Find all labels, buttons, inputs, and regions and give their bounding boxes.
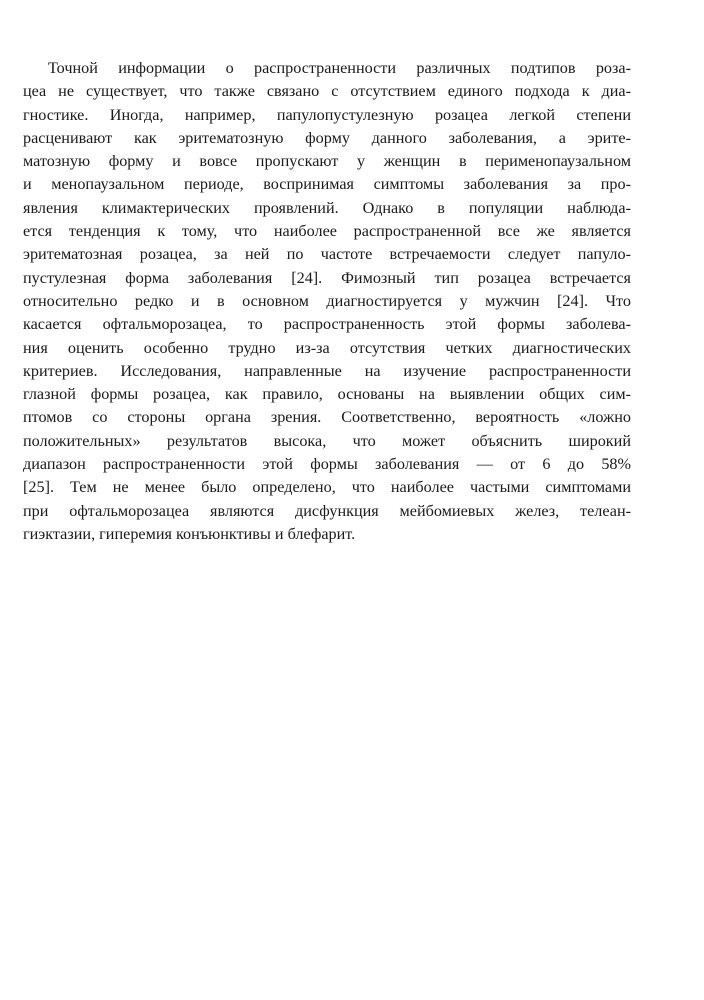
paragraph-line: и менопаузальном периоде, воспринимая симптомы заболевания за про- [23,175,631,194]
paragraph-line: положительных» результатов высока, что может объяснить широкий [23,431,631,450]
paragraph-line: явления климактерических проявлений. Однако в популяции наблюда- [23,198,631,217]
paragraph-line: ния оценить особенно трудно из-за отсутствия четких диагностических [23,338,631,357]
paragraph-line: относительно редко и в основном диагностируется у мужчин [24]. Что [23,291,631,310]
paragraph-line: критериев. Исследования, направленные на изучение распространенности [23,361,631,380]
paragraph-line: гностике. Иногда, например, папулопустулезную розацеа легкой степени [23,105,631,124]
paragraph-line: глазной формы розацеа, как правило, основаны на выявлении общих сим- [23,385,631,404]
paragraph-line: цеа не существует, что также связано с отсутствием единого подхода к диа- [23,82,631,101]
paragraph-line: [25]. Тем не менее было определено, что наиболее частыми симптомами [23,478,631,497]
paragraph-line: пустулезная форма заболевания [24]. Фимозный тип розацеа встречается [23,268,631,287]
paragraph-line: эритематозная розацеа, за ней по частоте встречаемости следует папуло- [23,245,631,264]
paragraph-line: при офтальморозацеа являются дисфункция мейбомиевых желез, телеан- [23,501,631,520]
paragraph-line: гиэктазии, гиперемия конъюнктивы и блефарит. [23,524,356,543]
body-paragraph [23,57,631,546]
paragraph-line: Точной информации о распространенности различных подтипов роза- [48,59,631,77]
paragraph-line: расценивают как эритематозную форму данного заболевания, а эрите- [23,128,631,147]
paragraph-line: ется тенденция к тому, что наиболее распространенной все же является [23,222,631,241]
paragraph-line: диапазон распространенности этой формы заболевания — от 6 до 58% [23,455,631,474]
paragraph-line: касается офтальморозацеа, то распространенность этой формы заболева- [23,315,631,334]
paragraph-line: матозную форму и вовсе пропускают у женщин в перименопаузальном [23,152,631,171]
paragraph-line: птомов со стороны органа зрения. Соответственно, вероятность «ложно [23,408,631,427]
